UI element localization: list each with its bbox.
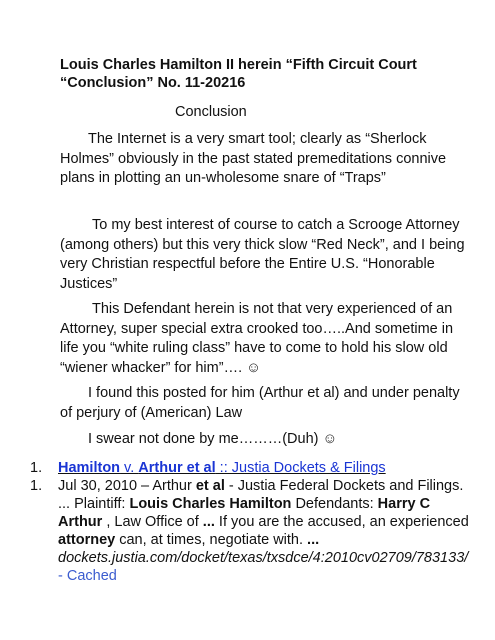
search-result-snippet: Jul 30, 2010 – Arthur et al - Justia Federal Dockets and Filings. ... Plaintiff: Louis Charles Hamilton Defendants: Harry C Arthur , Law Office of ... If you are the accused, an experienced attorney can, at times, negotiate with. ... dockets.justia.com/docket/texas/txsdce/4:2010cv02709/783133/ - Cached — [58, 478, 469, 584]
list-number-2: 1. — [30, 478, 43, 494]
search-result-link[interactable]: Hamilton v. Arthur et al :: Justia Dockets & Filings — [58, 460, 386, 476]
paragraph-4: I found this posted for him (Arthur et al) and under penalty of perjury of (American) Law — [60, 385, 460, 421]
heading-line-2: “Conclusion” No. 11-20216 — [60, 75, 246, 91]
cached-link[interactable]: Cached — [66, 568, 117, 584]
search-result-title-item — [30, 459, 470, 477]
paragraph-2: To my best interest of course to catch a Scrooge Attorney (among others) but this very thick slow “Red Neck”, and I being very Christian respectful before the Entire U.S. “Honorable Justices” — [60, 217, 465, 292]
heading-line-1: Louis Charles Hamilton II herein “Fifth Circuit Court — [60, 57, 417, 73]
search-result-url: dockets.justia.com/docket/texas/txsdce/4:2010cv02709/783133/ — [58, 550, 469, 566]
paragraph-1: The Internet is a very smart tool; clearly as “Sherlock Holmes” obviously in the past stated premeditations connive plans in plotting an un-wholesome snare of “Traps” — [60, 131, 447, 186]
list-number-1: 1. — [30, 460, 43, 476]
conclusion-title: Conclusion — [175, 104, 247, 120]
paragraph-3: This Defendant herein is not that very experienced of an Attorney, super special extra crooked too…..And sometime in life you “white ruling class” have to come to hold his slow old “wiener whacker” for him”…. ☺ — [60, 301, 454, 376]
document-heading — [60, 56, 465, 92]
paragraph-5: I swear not done by me………(Duh) ☺ — [88, 431, 338, 447]
search-result-snippet-item — [30, 477, 470, 585]
